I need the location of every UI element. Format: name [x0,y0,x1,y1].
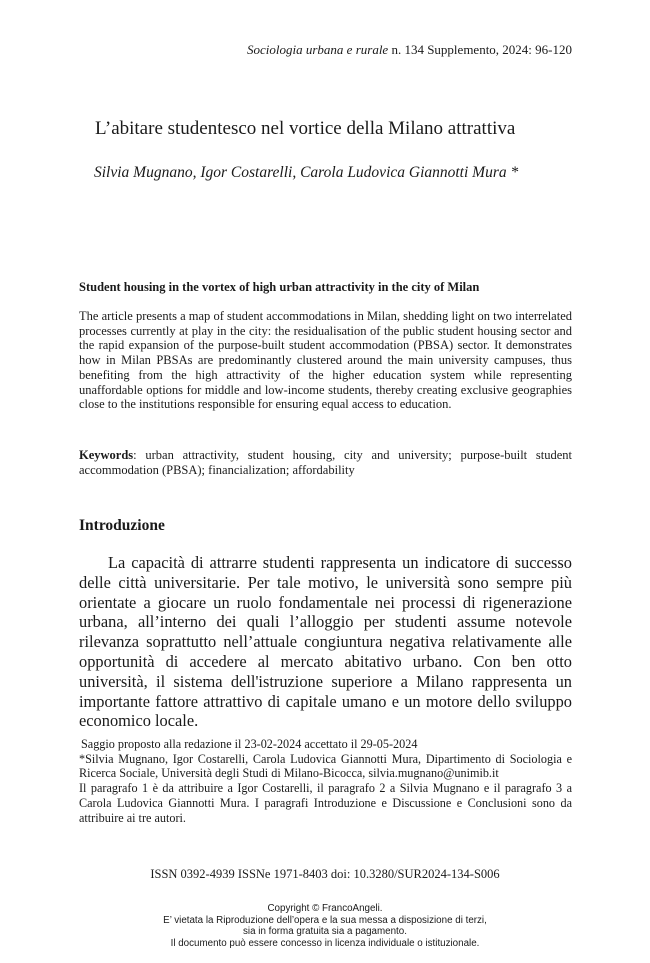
intro-paragraph: La capacità di attrarre studenti rappresenta un indicatore di successo delle città universitarie. Per tale motivo, le università sono sempre più orientate a giocare un ruolo fondamentale nei processi di rigenerazione urbana, all’interno dei quali l’alloggio per studenti assume notevole rilevanza soprattutto nell’attuale congiuntura negativa relativamente alle opportunità di accedere al mercato abitativo urbano. Con ben otto università, il sistema dell'istruzione superiore a Milano rappresenta un importante fattore attrattivo di capitale umano e un motore dello sviluppo economico locale. [79,553,572,731]
footnote-attribution: Il paragrafo 1 è da attribuire a Igor Costarelli, il paragrafo 2 a Silvia Mugnano e il paragrafo 3 a Carola Ludovica Giannotti Mura. I paragrafi Introduzione e Discussione e Conclusioni sono da attribuire ai tre autori. [79,781,572,825]
section-title: Introduzione [79,517,165,534]
footnote-affiliation: *Silvia Mugnano, Igor Costarelli, Carola Ludovica Giannotti Mura, Dipartimento di Sociologia e Ricerca Sociale, Università degli Studi di Milano-Bicocca, silvia.mugnano@unimib.it [79,751,572,781]
copyright-line-2: E’ vietata la Riproduzione dell’opera e la sua messa a disposizione di terzi, [163,914,487,926]
copyright-notice [0,903,650,949]
copyright-line-3: sia in forma gratuita sia a pagamento. [243,926,407,938]
keywords [79,448,572,477]
abstract-text: The article presents a map of student accommodations in Milan, shedding light on two interrelated processes currently at play in the city: the residualisation of the public student housing sector and the rapid expansion of the purpose-built student accommodation (PBSA) sector. It demonstrates how in Milan PBSAs are predominantly clustered around the main university campuses, thus benefiting from the high attractivity of the higher education system while representing unaffordable options for middle and low-income students, thereby creating exclusive geographies close to the institutions responsible for ensuring equal access to education. [79,309,572,412]
copyright-line-1: Copyright © FrancoAngeli. [267,903,383,914]
footnotes [79,737,572,825]
article-title: L’abitare studentesco nel vortice della Milano attrattiva [95,118,516,139]
keywords-text: : urban attractivity, student housing, city and university; purpose-built student accommodation (PBSA); financialization; affordability [79,448,572,477]
article-authors: Silvia Mugnano, Igor Costarelli, Carola Ludovica Giannotti Mura * [94,164,519,181]
footnote-dates: Saggio proposto alla redazione il 23-02-2024 accettato il 29-05-2024 [81,737,418,751]
keywords-label: Keywords [79,448,134,462]
journal-header [247,42,572,58]
copyright-line-4: Il documento può essere concesso in licenza individuale o istituzionale. [170,937,480,949]
journal-issue: n. 134 Supplemento, 2024: 96-120 [388,42,572,57]
journal-title: Sociologia urbana e rurale [247,42,389,57]
abstract-title: Student housing in the vortex of high urban attractivity in the city of Milan [79,280,480,294]
issn-doi-line: ISSN 0392-4939 ISSNe 1971-8403 doi: 10.3280/SUR2024-134-S006 [150,867,500,881]
